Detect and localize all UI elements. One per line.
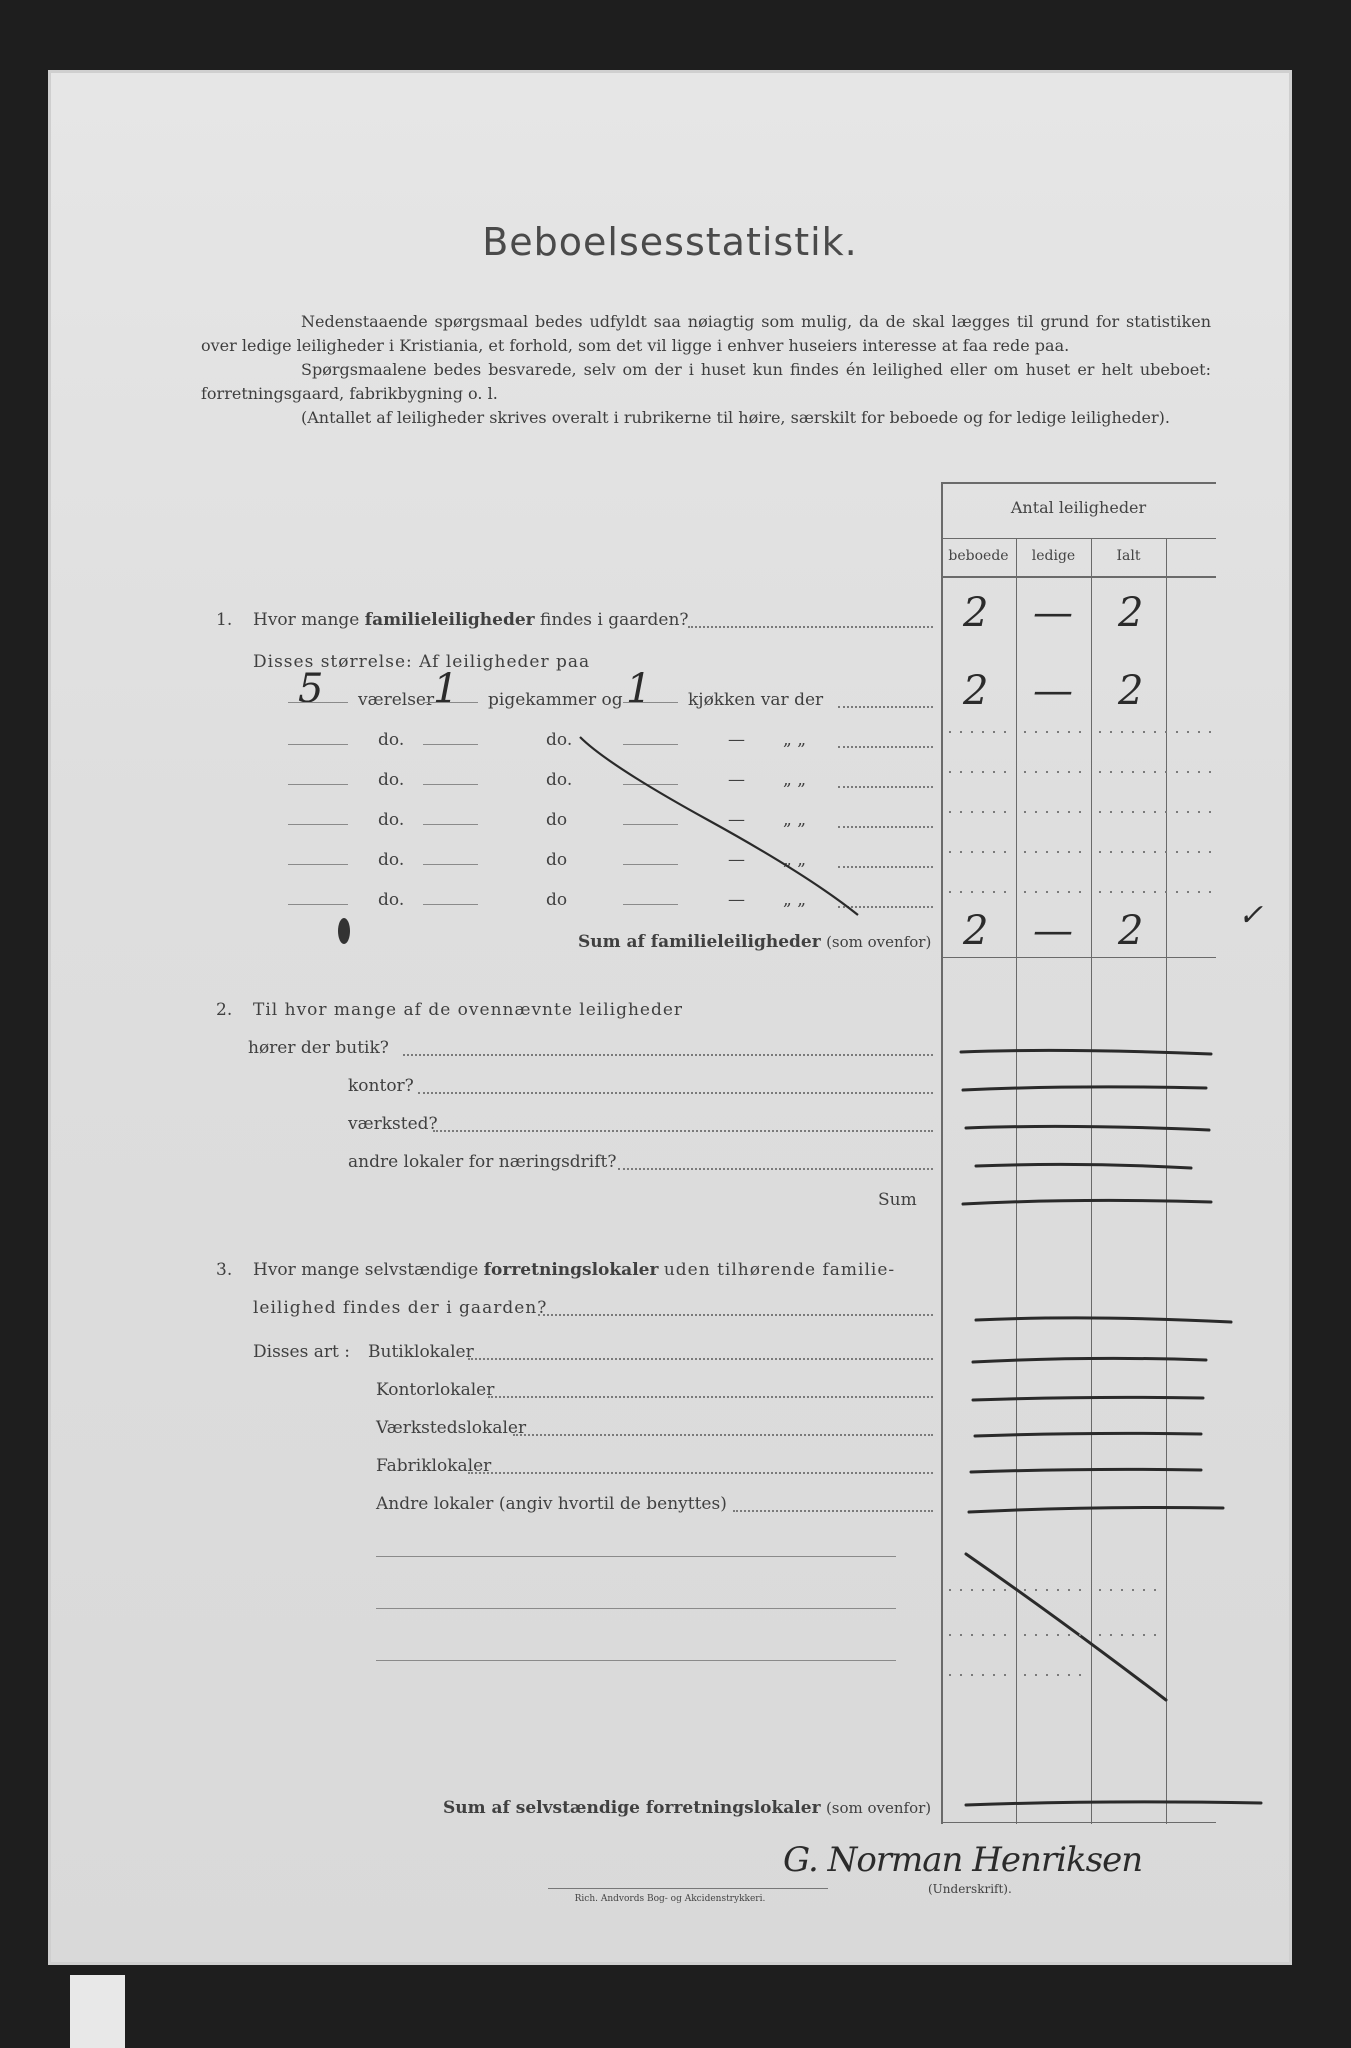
scan-edge-patch <box>70 1975 125 2048</box>
page-title: Beboelsesstatistik. <box>482 220 858 264</box>
section2-item-butik: hører der butik? <box>248 1038 389 1058</box>
kitchen-label: kjøkken var der <box>688 690 824 710</box>
art-item-butik: Butiklokaler <box>368 1342 474 1362</box>
maid-label: pigekammer og <box>488 690 623 710</box>
table-header-bottom <box>941 576 1216 578</box>
leader-dots <box>538 1314 933 1316</box>
sum-forretning-dash <box>941 1785 1271 1825</box>
sum-familie-label: Sum af familieleiligheder (som ovenfor) <box>578 932 932 952</box>
ink-blot <box>338 918 350 944</box>
answer-familie-ledige: — <box>1033 590 1073 636</box>
rooms-label: værelser <box>358 690 435 710</box>
row1-beboede: 2 <box>963 668 989 714</box>
table-top-border <box>941 482 1216 484</box>
signature: G. Norman Henriksen <box>783 1840 1143 1880</box>
art-item-andre: Andre lokaler (angiv hvortil de benyttes) <box>376 1494 727 1514</box>
size-label: Disses størrelse: Af leiligheder paa <box>253 652 591 672</box>
col-header-ledige: ledige <box>1031 548 1076 564</box>
blank-line <box>376 1556 896 1557</box>
art-label: Disses art : <box>253 1342 350 1362</box>
leader-dots <box>838 706 933 708</box>
art-item-vaerksted: Værkstedslokaler <box>376 1418 527 1438</box>
printer-imprint: Rich. Andvords Bog- og Akcidenstrykkeri. <box>574 1894 766 1904</box>
row1-ialt: 2 <box>1118 668 1144 714</box>
section2-question: Til hvor mange af de ovennævnte leiligheder <box>253 1000 684 1020</box>
intro-paragraph-2: Spørgsmaalene bedes besvarede, selv om der i huset kun findes én leilighed eller om huset er helt ubeboet: forretningsgaard, fabrikbygning o. l. <box>201 360 1211 403</box>
leader-dots <box>468 1358 933 1360</box>
maid-line <box>423 702 478 703</box>
leader-dots <box>433 1130 933 1132</box>
section2-item-andre: andre lokaler for næringsdrift? <box>348 1152 617 1172</box>
rooms-line <box>288 702 348 703</box>
section3-question-line1: Hvor mange selvstændige forretningslokaler uden tilhørende familie- <box>253 1260 896 1280</box>
leader-dots <box>488 1396 933 1398</box>
section3-number: 3. <box>216 1260 233 1280</box>
blank-line <box>376 1608 896 1609</box>
sum-familie-ledige: — <box>1033 908 1073 954</box>
printer-rule <box>548 1888 828 1889</box>
empty-cells-dots <box>941 720 1216 920</box>
intro-paragraph-1: Nedenstaaende spørgsmaal bedes udfyldt saa nøiagtig som mulig, da de skal lægges til grund for statistiken over ledige leiligheder i Kristiania, et forhold, som det vil ligge i enhver huseiers interesse at faa rede paa. <box>201 312 1211 355</box>
maid-value: 1 <box>433 666 459 712</box>
marginal-check-mark: ✓ <box>1238 898 1264 933</box>
intro-paragraph-3: (Antallet af leiligheder skrives overalt i rubrikerne til høire, særskilt for beboede og for ledige leiligheder). <box>301 408 1170 427</box>
signature-label: (Underskrift). <box>928 1882 1012 1896</box>
row1-ledige: — <box>1033 668 1073 714</box>
section3-question-line2: leilighed findes der i gaarden? <box>253 1298 548 1318</box>
section2-item-kontor: kontor? <box>348 1076 414 1096</box>
kitchen-line <box>623 702 678 703</box>
table-group-divider <box>941 538 1216 539</box>
col-header-ialt: Ialt <box>1116 548 1141 564</box>
answer-familie-beboede: 2 <box>963 590 989 636</box>
table-group-header: Antal leiligheder <box>1010 498 1147 517</box>
col-header-beboede: beboede <box>948 548 1009 564</box>
kitchen-value: 1 <box>626 666 652 712</box>
rooms-value: 5 <box>298 666 324 712</box>
leader-dots <box>688 626 933 628</box>
leader-dots <box>403 1054 933 1056</box>
section2-number: 2. <box>216 1000 233 1020</box>
sum-familie-ialt: 2 <box>1118 908 1144 954</box>
leader-dots <box>618 1168 933 1170</box>
intro-text <box>201 310 1211 430</box>
section2-dash-marks <box>941 1030 1221 1210</box>
section1-question: Hvor mange familieleiligheder findes i gaarden? <box>253 610 689 630</box>
section2-item-vaerksted: værksted? <box>348 1114 438 1134</box>
leader-dots <box>418 1092 933 1094</box>
sum-forretning-label: Sum af selvstændige forretningslokaler (som ovenfor) <box>443 1798 932 1818</box>
census-form-page: Beboelsesstatistik. Nedenstaaende spørgsmaal bedes udfyldt saa nøiagtig som mulig, da de skal lægges til grund for statistiken over ledige leiligheder i Kristiania, et forhold, som det vil ligge i enhver huseiers interesse at faa rede paa. Spørgsmaalene bedes besvarede, selv om der i huset kun findes én leilighed eller om huset er helt ubeboet: forretningsgaard, fabrikbygning o. l. (Antallet af leiligheder skrives overalt i rubrikerne til høire, særskilt for beboede og for ledige leiligheder). Antal leiligheder beboede ledige Ialt 1. Hvor mange familieleiligheder findes i gaarden? 2 — 2 Disses størrelse: Af leiligheder paa 5 værelser 1 pigekammer og 1 kjøkken var der 2 — 2 do. do. — „ „ do. do. — „ „ do. do — „ „ do. do — „ „ do. do — „ „ Sum af familieleiligheder (som ovenfor) 2 — 2 ✓ 2. Til hvor mange af de ovennævnte leiligheder hører der butik? kontor? værksted? andre lokaler for næringsdrift? Sum 3. Hvor mange selvstændige forretningslokaler uden tilhørende familie- leilighed findes der i gaarden? Disses art : Butiklokaler Kontorlokaler Værkstedslokaler Fabriklokaler Andre lokaler (angiv hvortil de benyttes) Sum af selvstændige forretningslokaler (som ovenfor) G. Norman Henriksen (Underskrift). Rich. Andvords Bog- og Akcidenstrykkeri. <box>48 70 1292 1965</box>
leader-dots <box>733 1510 933 1512</box>
table-sum1-line <box>941 957 1216 958</box>
section1-number: 1. <box>216 610 233 630</box>
strike-through-line <box>528 725 868 925</box>
leader-dots <box>468 1472 933 1474</box>
section2-sum-label: Sum <box>878 1190 917 1210</box>
section3-dash-marks <box>941 1290 1241 1710</box>
leader-dots <box>513 1434 933 1436</box>
sum-familie-beboede: 2 <box>963 908 989 954</box>
art-item-kontor: Kontorlokaler <box>376 1380 495 1400</box>
art-item-fabrik: Fabriklokaler <box>376 1456 492 1476</box>
blank-line <box>376 1660 896 1661</box>
answer-familie-ialt: 2 <box>1118 590 1144 636</box>
